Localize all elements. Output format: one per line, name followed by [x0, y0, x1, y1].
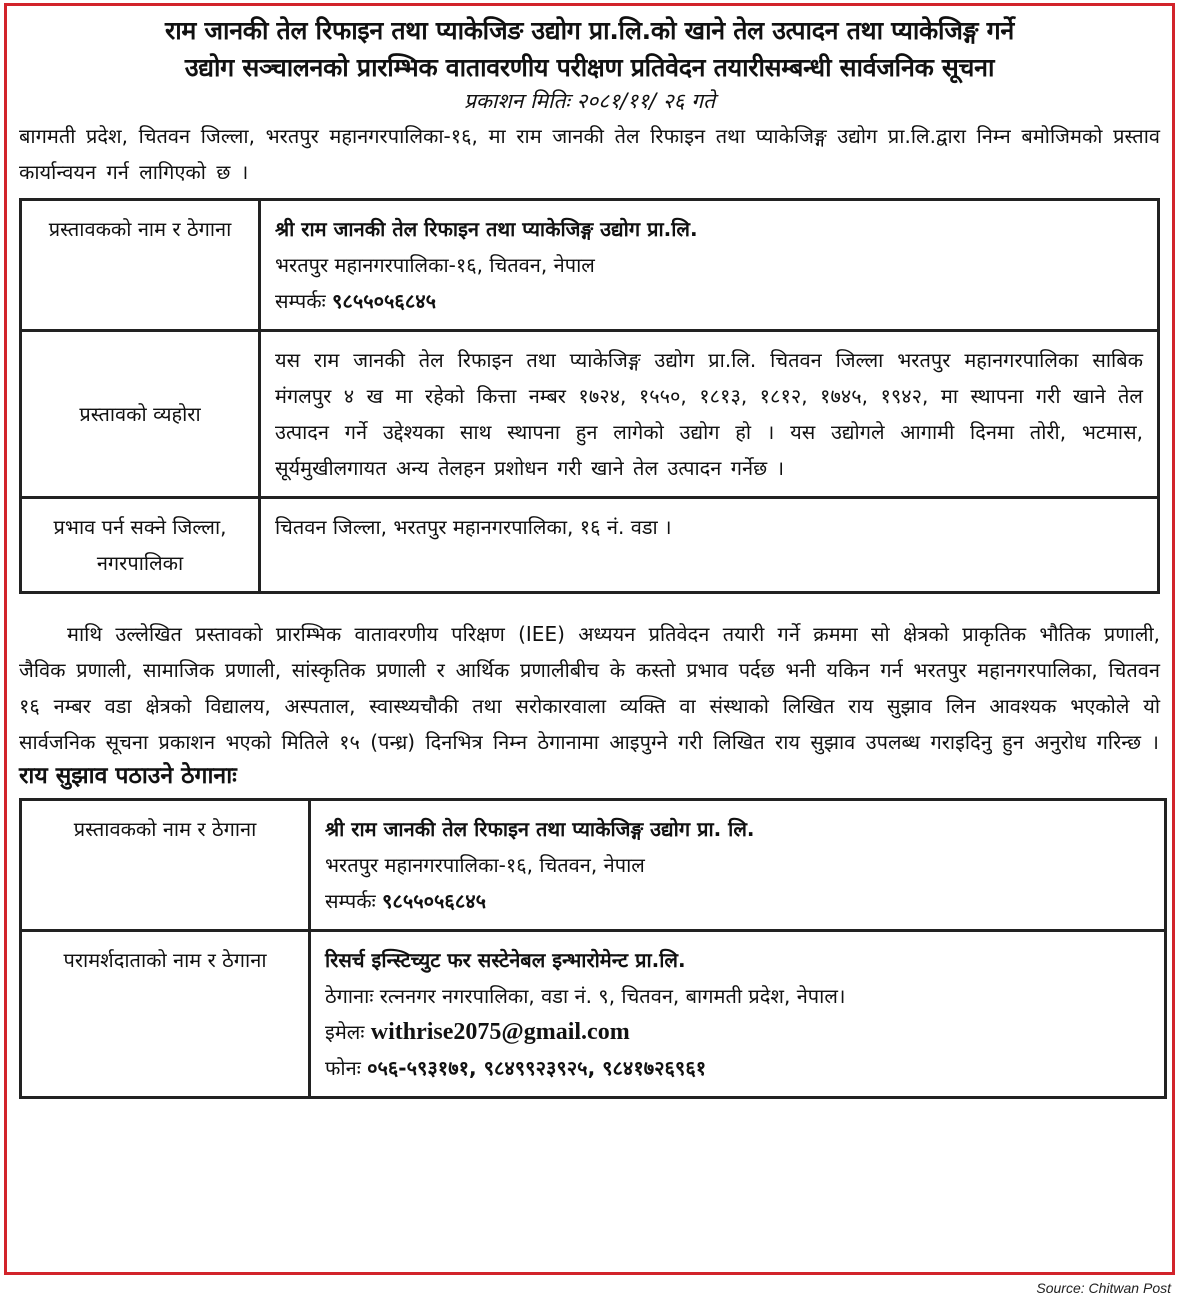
- proposer-name-2: श्री राम जानकी तेल रिफाइन तथा प्याकेजिङ्ग उद्योग प्रा. लि.: [325, 817, 755, 841]
- notice-frame: [4, 3, 1175, 1275]
- email-link[interactable]: withrise2075@gmail.com: [370, 1019, 630, 1045]
- affected-area-label: प्रभाव पर्न सक्ने जिल्ला, नगरपालिका: [21, 498, 260, 593]
- table-row: [21, 931, 1166, 1098]
- proposer-contact: [275, 283, 1143, 319]
- proposer-address: भरतपुर महानगरपालिका-१६, चितवन, नेपाल: [275, 253, 595, 277]
- affected-area: चितवन जिल्ला, भरतपुर महानगरपालिका, १६ नं. वडा ।: [260, 498, 1159, 593]
- address-table: [19, 798, 1167, 1099]
- title-line-1: राम जानकी तेल रिफाइन तथा प्याकेजिङ उद्योग प्रा.लि.को खाने तेल उत्पादन तथा प्याकेजिङ्ग गर्ने: [165, 16, 1014, 45]
- body-paragraph: माथि उल्लेखित प्रस्तावको प्रारम्भिक वातावरणीय परिक्षण (IEE) अध्ययन प्रतिवेदन तयारी गर्ने क्रममा सो क्षेत्रको प्राकृतिक भौतिक प्रणाली, जैविक प्रणाली, सामाजिक प्रणाली, सांस्कृतिक प्रणाली र आर्थिक प्रणालीबीच के कस्तो प्रभाव पर्दछ भनी यकिन गर्न भरतपुर महानगरपालिका, चितवन १६ नम्बर वडा क्षेत्रको विद्यालय, अस्पताल, स्वास्थ्यचौकी तथा सरोकारवाला व्यक्ति वा संस्थाको लिखित राय सुझाव लिन आवश्यक भएकोले यो सार्वजनिक सूचना प्रकाशन भएको मितिले १५ (पन्ध्र) दिनभित्र निम्न ठेगानामा आइपुग्ने गरी लिखित राय सुझाव उपलब्ध गराइदिनु हुन अनुरोध गरिन्छ ।: [19, 622, 1160, 754]
- consultant-details: [310, 931, 1166, 1098]
- source-credit: Source: Chitwan Post: [1036, 1280, 1171, 1296]
- section-heading: राय सुझाव पठाउने ठेगानाः: [19, 763, 237, 789]
- table-row: [21, 498, 1159, 593]
- proposer-label-2: प्रस्तावकको नाम र ठेगाना: [21, 800, 310, 931]
- consultant-email-row: [325, 1014, 1150, 1050]
- title-line-2: उद्योग सञ्चालनको प्रारम्भिक वातावरणीय परीक्षण प्रतिवेदन तयारीसम्बन्धी सार्वजनिक सूचना: [184, 53, 995, 82]
- phone-label: फोनः: [325, 1056, 361, 1080]
- proposal-table: [19, 198, 1160, 594]
- intro-paragraph: बागमती प्रदेश, चितवन जिल्ला, भरतपुर महानगरपालिका-१६, मा राम जानकी तेल रिफाइन तथा प्याकेजिङ्ग उद्योग प्रा.लि.द्वारा निम्न बमोजिमको प्रस्ताव कार्यान्वयन गर्न लागिएको छ ।: [19, 124, 1160, 184]
- proposer-details-2: [310, 800, 1166, 931]
- notice-title: [17, 12, 1162, 86]
- proposer-address-2: भरतपुर महानगरपालिका-१६, चितवन, नेपाल: [325, 853, 645, 877]
- proposer-contact-2: [325, 883, 1150, 919]
- table-row: [21, 800, 1166, 931]
- proposal-description-label: प्रस्तावको व्यहोरा: [21, 331, 260, 498]
- publish-date: प्रकाशन मितिः २०८१/११/ २६ गते: [463, 89, 716, 113]
- proposer-name: श्री राम जानकी तेल रिफाइन तथा प्याकेजिङ्ग उद्योग प्रा.लि.: [275, 217, 698, 241]
- email-label: इमेलः: [325, 1020, 365, 1044]
- table-row: [21, 200, 1159, 331]
- contact-number-2: ९८५५०५६८४५: [382, 889, 487, 913]
- consultant-address: ठेगानाः रत्ननगर नगरपालिका, वडा नं. ९, चितवन, बागमती प्रदेश, नेपाल।: [325, 984, 846, 1008]
- contact-label-2: सम्पर्कः: [325, 889, 376, 913]
- proposer-label: प्रस्तावकको नाम र ठेगाना: [21, 200, 260, 331]
- contact-number: ९८५५०५६८४५: [332, 289, 437, 313]
- contact-label: सम्पर्कः: [275, 289, 326, 313]
- proposer-details: [260, 200, 1159, 331]
- proposal-description: यस राम जानकी तेल रिफाइन तथा प्याकेजिङ्ग उद्योग प्रा.लि. चितवन जिल्ला भरतपुर महानगरपालिका साबिक मंगलपुर ४ ख मा रहेको कित्ता नम्बर १७२४, १५५०, १८१३, १८१२, १७४५, १९४२, मा स्थापना गरी खाने तेल उत्पादन गर्ने उद्देश्यका साथ स्थापना हुन लागेको उद्योग हो । यस उद्योगले आगामी दिनमा तोरी, भटमास, सूर्यमुखीलगायत अन्य तेलहन प्रशोधन गरी खाने तेल उत्पादन गर्नेछ ।: [260, 331, 1159, 498]
- consultant-name: रिसर्च इन्स्टिच्युट फर सस्टेनेबल इन्भारोमेन्ट प्रा.लि.: [325, 948, 686, 972]
- phone-numbers: ०५६-५९३१७१, ९८४९९२३९२५, ९८४१७२६९६१: [367, 1056, 707, 1080]
- table-row: [21, 331, 1159, 498]
- consultant-phone-row: [325, 1050, 1150, 1086]
- consultant-label: परामर्शदाताको नाम र ठेगाना: [21, 931, 310, 1098]
